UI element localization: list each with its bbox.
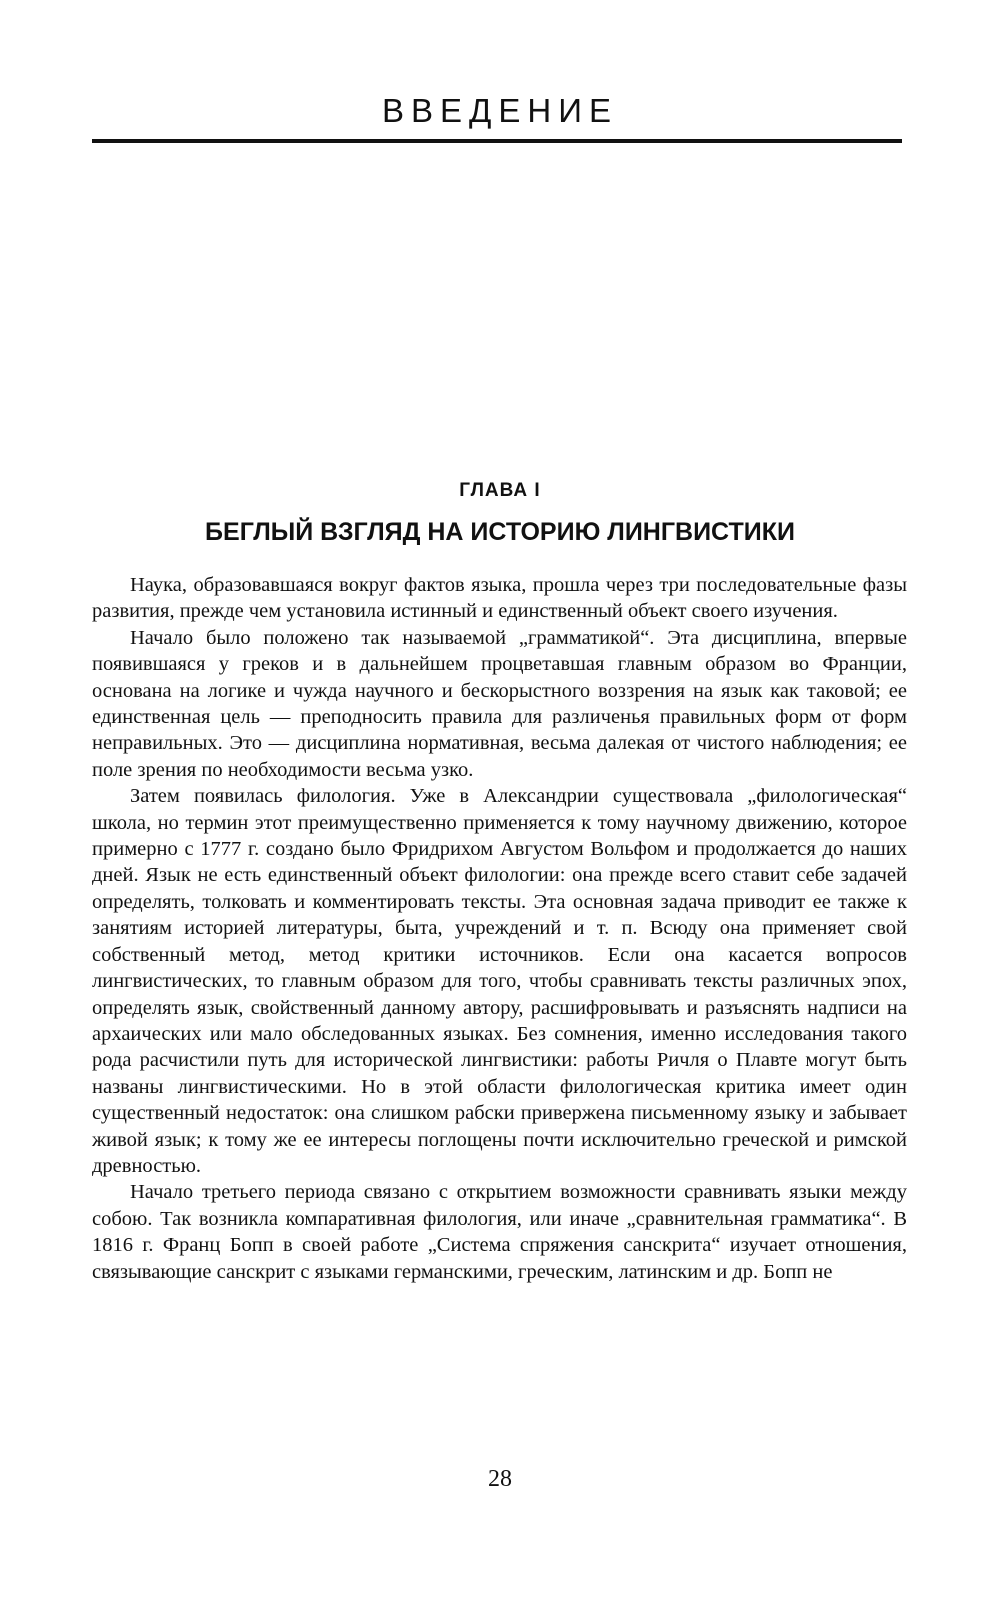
- paragraph: Начало третьего периода связано с открытием возможности сравнивать языки между собою. Так возникла компаративная филология, или иначе „сравнительная грамматика“. В 1816 г. Франц Бопп в своей работе „Система спряжения санскрита“ изучает отношения, связывающие санскрит с языками германскими, греческим, латинским и др. Бопп не: [92, 1181, 907, 1283]
- paragraph: Начало было положено так называемой „грамматикой“. Эта дисциплина, впервые появившаяся у греков и в дальнейшем процветавшая главным образом во Франции, основана на логике и чужда научного и бескорыстного воззрения на язык как таковой; ее единственная цель — преподносить правила для различенья правильных форм от форм неправильных. Это — дисциплина нормативная, весьма далекая от чистого наблюдения; ее поле зрения по необходимости весьма узко.: [92, 626, 907, 781]
- chapter-title: БЕГЛЫЙ ВЗГЛЯД НА ИСТОРИЮ ЛИНГВИСТИКИ: [205, 518, 795, 546]
- chapter-number: ГЛАВА I: [459, 480, 541, 501]
- body-text: [92, 572, 907, 1285]
- header-rule: [92, 139, 902, 143]
- paragraph: Затем появилась филология. Уже в Александрии существовала „филологическая“ школа, но термин этот преимущественно применяется к тому научному движению, которое примерно с 1777 г. создано было Фридрихом Августом Вольфом и продолжается до наших дней. Язык не есть единственный объект филологии: она прежде всего ставит себе задачей определять, толковать и комментировать тексты. Эта основная задача приводит ее также к занятиям историей литературы, быта, учреждений и т. п. Всюду она применяет свой собственный метод, метод критики источников. Если она касается вопросов лингвистических, то главным образом для того, чтобы сравнивать тексты различных эпох, определять язык, свойственный данному автору, расшифровывать и разъяснять надписи на архаических или мало обследованных языках. Без сомнения, именно исследования такого рода расчистили путь для исторической лингвистики: работы Ричля о Плавте могут быть названы лингвистическими. Но в этой области филологическая критика имеет один существенный недостаток: она слишком рабски привержена письменному языку и забывает живой язык; к тому же ее интересы поглощены почти исключительно греческой и римской древностью.: [92, 785, 907, 1177]
- part-title: ВВЕДЕНИЕ: [382, 92, 618, 129]
- page-number: 28: [488, 1466, 512, 1492]
- paragraph: Наука, образовавшаяся вокруг фактов языка, прошла через три последовательные фазы развития, прежде чем установила истинный и единственный объект своего изучения.: [92, 574, 907, 623]
